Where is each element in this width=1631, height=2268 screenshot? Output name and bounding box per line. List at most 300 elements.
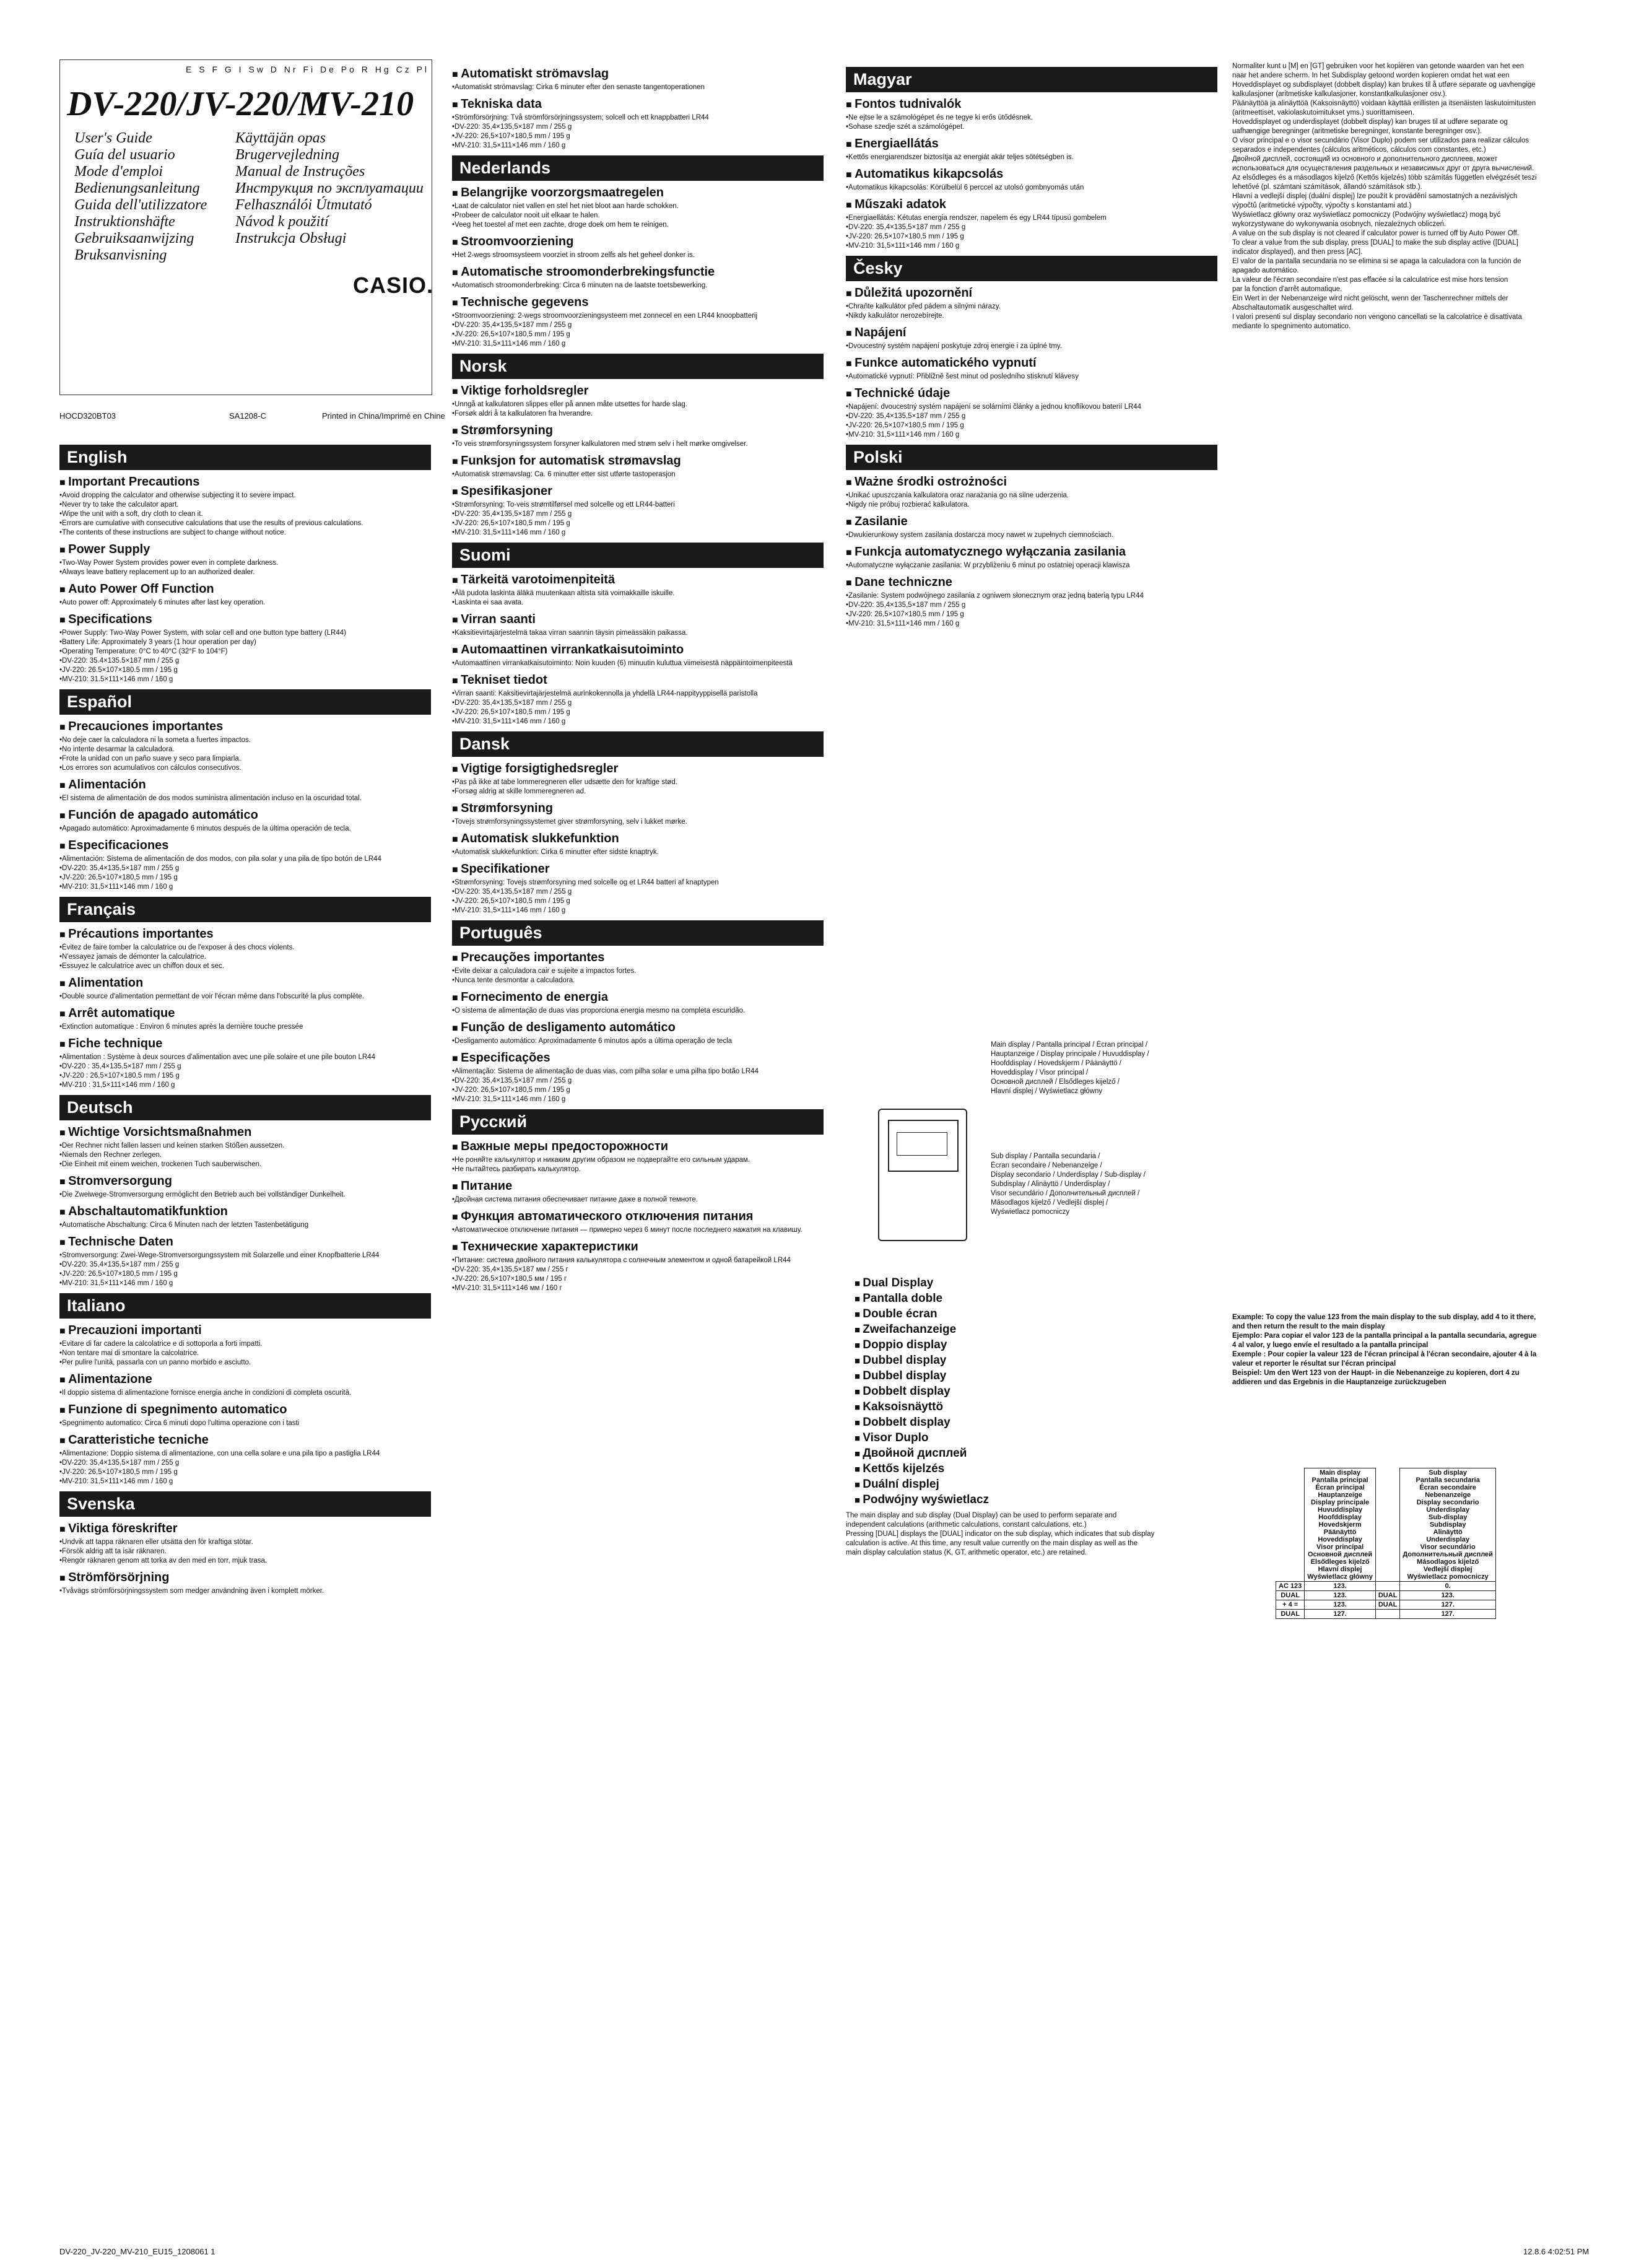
header-line: Sub display xyxy=(1429,1469,1468,1476)
body-line: • MV-210 : 31,5×111×146 mm / 160 g xyxy=(59,1081,431,1090)
body-line: • To veis strømforsyningssystem forsyner kalkulatoren med strøm selv i helt mørke omgivelser. xyxy=(452,440,824,449)
casio-logo: CASIO. xyxy=(353,273,434,298)
body-line: • Automaattinen virrankatkaisutoiminto: Noin kuuden (6) minuutin kuluttua viimeisestä näppäintoimenpiteestä xyxy=(452,659,824,668)
body-line: • JV-220: 26,5×107×180,5 mm / 195 g xyxy=(452,897,824,906)
body-line: • O sistema de alimentação de duas vias proporciona energia mesmo na completa escuridão. xyxy=(452,1006,824,1016)
body-line: • Двойная система питания обеспечивает питание даже в полной темноте. xyxy=(452,1195,824,1205)
body-line: • DV-220: 35.4×135.5×187 mm / 255 g xyxy=(59,656,431,666)
body-line: • Не роняйте калькулятор и никаким другим образом не подвергайте его сильным ударам. xyxy=(452,1156,824,1165)
body-line: • Не пытайтесь разбирать калькулятор. xyxy=(452,1165,824,1174)
example-line: valeur et reporter le résultat sur l'écran principal xyxy=(1232,1360,1396,1367)
sub-display-box xyxy=(897,1132,947,1156)
dual-display-item: ■ Dual Display xyxy=(855,1276,989,1291)
body-line: • Undvik att tappa räknaren eller utsätta den för kraftiga stötar. xyxy=(59,1538,431,1547)
header-line: Дополнительный дисплей xyxy=(1403,1551,1493,1558)
body-line: Hlavní a vedlejší displej (duální displej) lze použít k provádění samostatných a nezávislých xyxy=(1232,193,1518,200)
main-value-cell: 123. xyxy=(1305,1582,1376,1591)
language-heading: Italiano xyxy=(59,1293,431,1319)
body-line: • DV-220: 35,4×135,5×187 mm / 255 g xyxy=(452,123,824,132)
section-heading: ■ Tärkeitä varotoimenpiteitä xyxy=(452,573,824,587)
guide-title: Instrukcja Obsługi xyxy=(235,230,347,246)
section-heading: ■ Especificações xyxy=(452,1051,824,1065)
example-line: and then return the result to the main display xyxy=(1232,1323,1385,1330)
header-line: Huvuddisplay xyxy=(1318,1506,1363,1514)
guides-right xyxy=(235,130,424,247)
section-heading: ■ Важные меры предосторожности xyxy=(452,1140,824,1154)
column-1 xyxy=(59,440,431,1596)
key-cell: + 4 = xyxy=(1276,1600,1305,1610)
section-heading: ■ Specifications xyxy=(59,613,431,627)
dual-display-item: ■ Dubbel display xyxy=(855,1369,989,1384)
section-heading: ■ Auto Power Off Function xyxy=(59,582,431,596)
body-line: • Alimentação: Sistema de alimentação de duas vias, com pilha solar e uma pilha tipo botão LR44 xyxy=(452,1067,824,1076)
body-line: • Stromversorgung: Zwei-Wege-Stromversorgungssystem mit Solarzelle und einer Knopfbatterie LR44 xyxy=(59,1251,431,1260)
dual-display-item: ■ Dubbel display xyxy=(855,1353,989,1369)
label-line: Display secondario / Underdisplay / Sub-display / xyxy=(991,1171,1146,1179)
body-line: uafhængige beregninger (aritmetiske beregninger, konstante beregninger osv.). xyxy=(1232,128,1482,135)
column-2 xyxy=(452,62,824,1293)
body-line: O visor principal e o visor secundário (Visor Duplo) podem ser utilizados para realizar cálculos xyxy=(1232,137,1529,144)
body-line: • Nunca tente desmontar a calculadora. xyxy=(452,976,824,985)
body-line: El valor de la pantalla secundaria no se elimina si se apaga la calculadora con la función de xyxy=(1232,258,1521,265)
examples xyxy=(1232,1313,1604,1387)
body-line: Pressing [DUAL] displays the [DUAL] indicator on the sub display, which indicates that sub display xyxy=(846,1530,1155,1538)
body-line: • Unngå at kalkulatoren slippes eller på annen måte utsettes for harde slag. xyxy=(452,400,824,409)
section-heading: ■ Műszaki adatok xyxy=(846,198,1217,212)
body-line: • The contents of these instructions are subject to change without notice. xyxy=(59,528,431,538)
body-line: • Питание: система двойного питания калькулятора с солнечным элементом и одной батарейкой LR44 xyxy=(452,1256,824,1265)
body-line: • Автоматическое отключение питания — примерно через 6 минут после последнего нажатия на клавишу. xyxy=(452,1226,824,1235)
body-line: calculation is active. At this time, any result value currently on the main display as well as the xyxy=(846,1540,1138,1547)
body-line: • JV-220: 26,5×107×180,5 mm / 195 g xyxy=(59,1468,431,1477)
body-line: • Der Rechner nicht fallen lassen und keinen starken Stößen aussetzen. xyxy=(59,1141,431,1151)
blank-cell xyxy=(1276,1468,1305,1582)
header-line: Hoveddisplay xyxy=(1318,1536,1362,1543)
body-line: • Per pulire l'unità, passarla con un panno morbido e asciutto. xyxy=(59,1358,431,1367)
body-line: • Strømforsyning: To-veis strømtilførsel med solcelle og ett LR44-batteri xyxy=(452,500,824,510)
body-line: • Forsøk aldri å ta kalkulatoren fra hverandre. xyxy=(452,409,824,419)
section-heading: ■ Fornecimento de energia xyxy=(452,990,824,1005)
body-line: • Double source d'alimentation permettant de voir l'écran même dans l'obscurité la plus complète. xyxy=(59,992,431,1001)
example-line: Beispiel: Um den Wert 123 von der Haupt- in die Nebenanzeige zu kopieren, dort 4 zu xyxy=(1232,1369,1520,1377)
language-heading: Español xyxy=(59,689,431,715)
label-line: Основной дисплей / Elsődleges kijelző / xyxy=(991,1078,1120,1086)
body-line: • MV-210: 31,5×111×146 mm / 160 g xyxy=(59,1279,431,1288)
section-heading: ■ Viktige forholdsregler xyxy=(452,384,824,398)
section-heading: ■ Precauciones importantes xyxy=(59,720,431,734)
guide-title: Mode d'emploi xyxy=(74,164,163,180)
body-line: Двойной дисплей, состоящий из основного и дополнительного дисплеев, может xyxy=(1232,155,1498,163)
label-line: Hauptanzeige / Display principale / Huvuddisplay / xyxy=(991,1050,1149,1058)
body-line: • Napájení: dvoucestný systém napájení se solárními články a jednou knoflíkovou baterií LR44 xyxy=(846,403,1217,412)
section-heading: ■ Funksjon for automatisk strømavslag xyxy=(452,454,824,468)
body-line: Hoveddisplayet og subdisplayet (dobbelt display) kan brukes til å utføre separate og uavhengige xyxy=(1232,81,1536,89)
language-heading: Polski xyxy=(846,445,1217,470)
key-cell: DUAL xyxy=(1276,1610,1305,1619)
model-title: DV-220/JV-220/MV-210 xyxy=(67,85,414,123)
body-line: • Battery Life: Approximately 3 years (1 hour operation per day) xyxy=(59,638,431,647)
guide-title: Gebruiksaanwijzing xyxy=(74,230,194,246)
body-line: • Veeg het toestel af met een zachte, droge doek om hem te reinigen. xyxy=(452,220,824,230)
body-line: • JV-220: 26,5×107×180,5 mm / 195 g xyxy=(452,708,824,717)
column-3 xyxy=(846,62,1217,629)
section-heading: ■ Vigtige forsigtighedsregler xyxy=(452,762,824,776)
dual-display-item: ■ Doppio display xyxy=(855,1338,989,1353)
dual-display-item: ■ Zweifachanzeige xyxy=(855,1322,989,1338)
body-line: mediante lo spegnimento automatico. xyxy=(1232,323,1351,330)
body-line: • MV-210: 31,5×111×146 mm / 160 g xyxy=(452,1095,824,1104)
body-line: • DV-220: 35,4×135,5×187 mm / 255 g xyxy=(59,1260,431,1270)
body-line: • Automatiskt strömavslag: Cirka 6 minuter efter den senaste tangentoperationen xyxy=(452,83,824,92)
body-line: • DV-220: 35,4×135,5×187 mm / 255 g xyxy=(452,510,824,519)
section-heading: ■ Fiche technique xyxy=(59,1037,431,1051)
section-heading: ■ Dane techniczne xyxy=(846,575,1217,590)
body-line: • Always leave battery replacement up to an authorized dealer. xyxy=(59,568,431,577)
body-line: • Alimentation : Système à deux sources d'alimentation avec une pile solaire et une pile bouton LR44 xyxy=(59,1053,431,1062)
body-line: • Wipe the unit with a soft, dry cloth to clean it. xyxy=(59,510,431,519)
sub-key-cell xyxy=(1375,1582,1400,1591)
body-line: • JV-220: 26.5×107×180.5 mm / 195 g xyxy=(59,666,431,675)
body-line: • Evite deixar a calculadora cair e sujeite a impactos fortes. xyxy=(452,967,824,976)
section-heading: ■ Fontos tudnivalók xyxy=(846,97,1217,111)
calculator-diagram xyxy=(878,1109,967,1241)
section-heading: ■ Funkce automatického vypnutí xyxy=(846,356,1217,370)
main-value-cell: 127. xyxy=(1305,1610,1376,1619)
dual-display-item: ■ Dobbelt display xyxy=(855,1384,989,1400)
body-line: • Auto power off: Approximately 6 minutes after last key operation. xyxy=(59,598,431,608)
body-line: La valeur de l'écran secondaire n'est pas effacée si la calculatrice est mise hors tension xyxy=(1232,276,1508,284)
section-heading: ■ Precauções importantes xyxy=(452,951,824,965)
body-line: • Forsøg aldrig at skille lommeregneren ad. xyxy=(452,787,824,796)
body-line: • Extinction automatique : Environ 6 minutes après la dernière touche pressée xyxy=(59,1023,431,1032)
body-line: • Errors are cumulative with consecutive calculations that use the results of previous calculations. xyxy=(59,519,431,528)
body-line: • MV-210: 31,5×111×146 mm / 160 g xyxy=(452,141,824,150)
body-line: • Probeer de calculator nooit uit elkaar te halen. xyxy=(452,211,824,220)
body-line: • Chraňte kalkulátor před pádem a silnými nárazy. xyxy=(846,302,1217,312)
header-line: Écran secondaire xyxy=(1419,1484,1477,1491)
header-line: Wyświetlacz pomocniczy xyxy=(1407,1573,1489,1581)
language-heading: Česky xyxy=(846,256,1217,281)
dual-display-item: ■ Двойной дисплей xyxy=(855,1446,989,1462)
body-line: • Never try to take the calculator apart. xyxy=(59,500,431,510)
main-display-label xyxy=(991,1040,1149,1096)
section-heading: ■ Alimentation xyxy=(59,976,431,990)
table-row xyxy=(1276,1600,1496,1610)
body-line: • Stroomvoorziening: 2-wegs stroomvoorzieningsysteem met zonnecel en een LR44 knoopbatterij xyxy=(452,312,824,321)
section-heading: ■ Stroomvoorziening xyxy=(452,235,824,249)
main-value-cell: 123. xyxy=(1305,1591,1376,1600)
dual-display-item: ■ Double écran xyxy=(855,1307,989,1322)
language-heading: Deutsch xyxy=(59,1095,431,1120)
section-heading: ■ Précautions importantes xyxy=(59,927,431,941)
body-line: использоваться для осуществления раздельных и независимых друг от друга вычислений. xyxy=(1232,165,1534,172)
body-line: • Automatikus kikapcsolás: Körülbelül 6 perccel az utolsó gombnyomás után xyxy=(846,183,1217,193)
body-line: • Laskinta ei saa avata. xyxy=(452,598,824,608)
table-row xyxy=(1276,1582,1496,1591)
body-line: independent calculations (arithmetic calculations, constant calculations, etc.) xyxy=(846,1521,1087,1529)
section-heading: ■ Important Precautions xyxy=(59,475,431,489)
section-heading: ■ Technische gegevens xyxy=(452,295,824,310)
body-line: • Älä pudota laskinta äläkä muutenkaan altista sitä voimakkaille iskuille. xyxy=(452,589,824,598)
guide-title: Guía del usuario xyxy=(74,147,175,163)
section-heading: ■ Strømforsyning xyxy=(452,424,824,438)
section-heading: ■ Alimentación xyxy=(59,778,431,792)
language-heading: Dansk xyxy=(452,731,824,757)
section-heading: ■ Důležitá upozornění xyxy=(846,286,1217,300)
body-line: • Power Supply: Two-Way Power System, with solar cell and one button type battery (LR44) xyxy=(59,629,431,638)
header-line: Wyświetlacz główny xyxy=(1307,1573,1373,1581)
section-heading: ■ Funkcja automatycznego wyłączania zasilania xyxy=(846,545,1217,559)
key-cell: AC 123 xyxy=(1276,1582,1305,1591)
section-heading: ■ Viktiga föreskrifter xyxy=(59,1522,431,1536)
languages-line: E S F G I Sw D Nr Fi De Po R Hg Cz Pl xyxy=(186,64,430,74)
header-line: Hlavní displej xyxy=(1318,1566,1362,1573)
column-5 xyxy=(1232,62,1604,331)
key-table xyxy=(1276,1468,1496,1619)
language-heading: Português xyxy=(452,920,824,946)
language-heading: Suomi xyxy=(452,543,824,568)
body-line: • Kettős energiarendszer biztosítja az energiát akár teljes sötétségben is. xyxy=(846,153,1217,162)
main-display-header xyxy=(1305,1468,1376,1582)
header-line: Elsődleges kijelző xyxy=(1310,1558,1370,1566)
body-line: • Energiaellátás: Kétutas energia rendszer, napelem és egy LR44 típusú gombelem xyxy=(846,214,1217,223)
section-heading: ■ Stromversorgung xyxy=(59,1174,431,1189)
header-line: Main display xyxy=(1320,1469,1361,1476)
section-heading: ■ Tekniska data xyxy=(452,97,824,111)
guide-title: Guida dell'utilizzatore xyxy=(74,197,207,213)
section-heading: ■ Функция автоматического отключения питания xyxy=(452,1210,824,1224)
label-line: Sub display / Pantalla secundaria / xyxy=(991,1153,1100,1160)
body-line: • JV-220 : 26,5×107×180,5 mm / 195 g xyxy=(59,1071,431,1081)
section-heading: ■ Wichtige Vorsichtsmaßnahmen xyxy=(59,1125,431,1140)
body-line: • Die Zweiwege-Stromversorgung ermöglicht den Betrieb auch bei vollständiger Dunkelheit. xyxy=(59,1190,431,1200)
body-line: • Automatisk slukkefunktion: Cirka 6 minutter efter sidste knaptryk. xyxy=(452,848,824,857)
body-line: • JV-220: 26,5×107×180,5 mm / 195 g xyxy=(846,232,1217,242)
body-line: A value on the sub display is not cleared if calculator power is turned off by Auto Power Off. xyxy=(1232,230,1520,237)
language-heading: English xyxy=(59,445,431,470)
body-line: • Apagado automático: Aproximadamente 6 minutos después de la última operación de tecla. xyxy=(59,824,431,834)
sub-key-cell: DUAL xyxy=(1375,1591,1400,1600)
body-line: • MV-210: 31,5×111×146 mm / 160 g xyxy=(452,339,824,349)
body-line: indicator displayed), and then press [AC]. xyxy=(1232,248,1363,256)
body-line: • MV-210: 31,5×111×146 mm / 160 g xyxy=(452,906,824,915)
dual-display-item: ■ Visor Duplo xyxy=(855,1431,989,1446)
code-left: HOCD320BT03 xyxy=(59,411,116,421)
body-line: • Automatisk strømavslag: Ca. 6 minutter etter sist utførte tastoperasjon xyxy=(452,470,824,479)
header-line: Vedlejší displej xyxy=(1423,1566,1472,1573)
guide-title: Brugervejledning xyxy=(235,147,339,163)
body-line: • Il doppio sistema di alimentazione fornisce energia anche in condizioni di completa oscurità. xyxy=(59,1389,431,1398)
body-line: • Automatyczne wyłączanie zasilania: W przybliżeniu 6 minut po ostatniej operacji klawisza xyxy=(846,561,1217,570)
language-heading: Nederlands xyxy=(452,155,824,181)
dual-display-list xyxy=(855,1276,989,1508)
sub-display-label xyxy=(991,1152,1146,1217)
section-heading: ■ Função de desligamento automático xyxy=(452,1021,824,1035)
body-line: • DV-220: 35,4×135,5×187 mm / 255 g xyxy=(59,864,431,873)
body-line: • MV-210: 31,5×111×146 mm / 160 g xyxy=(846,619,1217,629)
label-line: Másodlagos kijelző / Vedlejší displej / xyxy=(991,1199,1108,1206)
guide-title: User's Guide xyxy=(74,130,152,146)
header-line: Display secondario xyxy=(1416,1499,1479,1506)
body-line: • DV-220 : 35,4×135,5×187 mm / 255 g xyxy=(59,1062,431,1071)
section-heading: ■ Питание xyxy=(452,1179,824,1193)
label-line: Main display / Pantalla principal / Écran principal / xyxy=(991,1041,1148,1049)
header-line: Écran principal xyxy=(1315,1484,1365,1491)
section-heading: ■ Automatikus kikapcsolás xyxy=(846,167,1217,181)
section-heading: ■ Caratteristiche tecniche xyxy=(59,1433,431,1447)
body-line: • DV-220: 35,4×135,5×187 мм / 255 г xyxy=(452,1265,824,1275)
sub-display-header xyxy=(1400,1468,1496,1582)
sub-value-cell: 0. xyxy=(1400,1582,1496,1591)
body-line: • JV-220: 26,5×107×180,5 mm / 195 g xyxy=(452,1086,824,1095)
label-line: Hoofddisplay / Hovedskjerm / Päänäyttö / xyxy=(991,1060,1121,1067)
language-heading: Magyar xyxy=(846,67,1217,92)
guide-title: Käyttäjän opas xyxy=(235,130,326,146)
code-mid: SA1208-C xyxy=(229,411,266,421)
body-line: • MV-210: 31,5×111×146 mm / 160 g xyxy=(59,1477,431,1486)
section-heading: ■ Alimentazione xyxy=(59,1372,431,1387)
body-line: • Essuyez le calculatrice avec un chiffon doux et sec. xyxy=(59,962,431,971)
body-line: • JV-220: 26,5×107×180,5 mm / 195 g xyxy=(452,330,824,339)
section-heading: ■ Tekniset tiedot xyxy=(452,673,824,687)
body-line: • DV-220: 35,4×135,5×187 mm / 255 g xyxy=(59,1459,431,1468)
body-line: Wyświetlacz główny oraz wyświetlacz pomocniczy (Podwójny wyświetlacz) mogą być xyxy=(1232,211,1501,219)
guide-title: Инструкция по эксплуатации xyxy=(235,180,424,196)
body-line: • Zasilanie: System podwójnego zasilania z ogniwem słonecznym oraz jedną baterią typu LR44 xyxy=(846,591,1217,601)
body-line: • Operating Temperature: 0°C to 40°C (32°F to 104°F) xyxy=(59,647,431,656)
body-line: • DV-220: 35,4×135,5×187 mm / 255 g xyxy=(452,1076,824,1086)
section-heading: ■ Napájení xyxy=(846,326,1217,340)
header-line: Visor secundário xyxy=(1420,1543,1476,1551)
body-line: • No deje caer la calculadora ni la someta a fuertes impactos. xyxy=(59,736,431,745)
example-line: Ejemplo: Para copiar el valor 123 de la pantalla principal a la pantalla secundaria, agregue xyxy=(1232,1332,1537,1340)
header-line: Underdisplay xyxy=(1426,1506,1470,1514)
body-line: • DV-220: 35,4×135,5×187 mm / 255 g xyxy=(452,888,824,897)
guide-title: Instruktionshäfte xyxy=(74,214,175,230)
body-line: naar het andere scherm. In het Subdisplay getoond worden kopieren omdat het wat een xyxy=(1232,72,1510,79)
body-line: • Non tentare mai di smontare la calcolatrice. xyxy=(59,1349,431,1358)
example-line: addieren und das Ergebnis in die Hauptanzeige zurückzugeben xyxy=(1232,1379,1446,1386)
body-line: • MV-210: 31.5×111×146 mm / 160 g xyxy=(59,675,431,684)
body-line: • DV-220: 35,4×135,5×187 mm / 255 g xyxy=(452,321,824,330)
header-line: Pantalla secundaria xyxy=(1416,1476,1480,1484)
guide-title: Bedienungsanleitung xyxy=(74,180,200,196)
language-heading: Русский xyxy=(452,1109,824,1135)
section-heading: ■ Belangrijke voorzorgsmaatregelen xyxy=(452,186,824,200)
body-line: separados e independentes (cálculos aritméticos, cálculos com constantes, etc.) xyxy=(1232,146,1486,154)
guide-title: Felhasználói Útmutató xyxy=(235,197,372,213)
body-line: (aritmeettiset, vakiolaskutoimitukset yms.) suorittamiseen. xyxy=(1232,109,1414,116)
language-heading: Français xyxy=(59,897,431,922)
body-line: • Automatisch stroomonderbreking: Circa 6 minuten na de laatste toetsbewerking. xyxy=(452,281,824,290)
footer-right: 12.8.6 4:02:51 PM xyxy=(1523,2247,1590,2256)
body-line: • Försök aldrig att ta isär räknaren. xyxy=(59,1547,431,1556)
body-line: To clear a value from the sub display, press [DUAL] to make the sub display active ([DUAL] xyxy=(1232,239,1518,246)
footer-left: DV-220_JV-220_MV-210_EU15_1208061 1 xyxy=(59,2247,215,2256)
body-line: • Tovejs strømforsyningssystemet giver strømforsyning, selv i lukket mørke. xyxy=(452,818,824,827)
section-heading: ■ Automaattinen virrankatkaisutoiminto xyxy=(452,643,824,657)
section-heading: ■ Automatisk slukkefunktion xyxy=(452,832,824,846)
example-line: Exemple : Pour copier la valeur 123 de l'écran principal à l'écran secondaire, ajouter 4 à la xyxy=(1232,1351,1537,1358)
label-line: Wyświetlacz pomocniczy xyxy=(991,1208,1070,1216)
body-line: The main display and sub display (Dual Display) can be used to perform separate and xyxy=(846,1512,1117,1519)
body-line: • Two-Way Power System provides power even in complete darkness. xyxy=(59,559,431,568)
body-line: • Kaksitievirtajärjestelmä takaa virran saannin täysin pimeässäkin paikassa. xyxy=(452,629,824,638)
section-heading: ■ Especificaciones xyxy=(59,839,431,853)
main-value-cell: 123. xyxy=(1305,1600,1376,1610)
body-line: • Nigdy nie próbuj rozbierać kalkulatora. xyxy=(846,500,1217,510)
body-line: • No intente desarmar la calculadora. xyxy=(59,745,431,754)
body-line: • Laat de calculator niet vallen en stel het niet bloot aan harde schokken. xyxy=(452,202,824,211)
guide-title: Návod k použití xyxy=(235,214,329,230)
body-line: • Avoid dropping the calculator and otherwise subjecting it to severe impact. xyxy=(59,491,431,500)
header-line: Päänäyttö xyxy=(1323,1529,1357,1536)
sub-key-cell xyxy=(1375,1610,1400,1619)
label-line: Écran secondaire / Nebenanzeige / xyxy=(991,1162,1102,1169)
body-line: • Rengör räknaren genom att torka av den med en torr, mjuk trasa. xyxy=(59,1556,431,1566)
section-heading: ■ Precauzioni importanti xyxy=(59,1324,431,1338)
section-heading: ■ Ważne środki ostrożności xyxy=(846,475,1217,489)
table-row xyxy=(1276,1591,1496,1600)
example-line: 4 al valor, y luego envíe el resultado a la pantalla principal xyxy=(1232,1341,1429,1349)
header-line: Sub-display xyxy=(1429,1514,1468,1521)
body-line: • Nikdy kalkulátor nerozebírejte. xyxy=(846,312,1217,321)
body-line: lehetővé (pl. számtani számítások, állandó számítások stb.). xyxy=(1232,183,1422,191)
body-line: • MV-210: 31,5×111×146 мм / 160 г xyxy=(452,1284,824,1293)
sub-value-cell: 127. xyxy=(1400,1600,1496,1610)
header-line: Основной дисплей xyxy=(1307,1551,1373,1558)
body-line: • MV-210: 31,5×111×146 mm / 160 g xyxy=(59,883,431,892)
body-line: • DV-220: 35,4×135,5×187 mm / 255 g xyxy=(846,601,1217,610)
section-heading: ■ Abschaltautomatikfunktion xyxy=(59,1205,431,1219)
section-heading: ■ Virran saanti xyxy=(452,613,824,627)
body-line: Päänäyttöä ja alinäyttöä (Kaksoisnäyttö) voidaan käyttää erillisten ja itsenäisten laskutoimitusten xyxy=(1232,100,1536,107)
body-line: • DV-220: 35,4×135,5×187 mm / 255 g xyxy=(452,699,824,708)
body-line: • Desligamento automático: Aproximadamente 6 minutos após a última operação de tecla xyxy=(452,1037,824,1046)
body-line: • JV-220: 26,5×107×180,5 mm / 195 g xyxy=(59,1270,431,1279)
label-line: Subdisplay / Alinäyttö / Underdisplay / xyxy=(991,1180,1110,1188)
header-line: Másodlagos kijelző xyxy=(1417,1558,1479,1566)
body-line: • Automatische Abschaltung: Circa 6 Minuten nach der letzten Tastenbetätigung xyxy=(59,1221,431,1230)
example-table xyxy=(1276,1468,1496,1619)
body-line: • MV-210: 31,5×111×146 mm / 160 g xyxy=(846,430,1217,440)
dual-display-item: ■ Kettős kijelzés xyxy=(855,1462,989,1477)
body-line: • Évitez de faire tomber la calculatrice ou de l'exposer à des chocs violents. xyxy=(59,943,431,953)
section-heading: ■ Strømforsyning xyxy=(452,801,824,816)
body-line: Normaliter kunt u [M] en [GT] gebruiken voor het kopiëren van getonde waarden van het een xyxy=(1232,63,1524,70)
body-line: Az elsődleges és a másodlagos kijelző (Kettős kijelzés) több számítás független elvégzését teszi xyxy=(1232,174,1537,181)
body-line: • Strömförsörjning: Två strömförsörjningssystem; solcell och ett knappbatteri LR44 xyxy=(452,113,824,123)
body-line: kalkulasjoner (aritmetiske kalkulasjoner, konstantkalkulasjoner osv.). xyxy=(1232,90,1447,98)
body-line: • El sistema de alimentación de dos modos suministra alimentación incluso en la oscuridad total. xyxy=(59,794,431,803)
header-line: Hoofddisplay xyxy=(1318,1514,1362,1521)
dual-display-text xyxy=(846,1511,1217,1558)
body-line: par la fonction d'arrêt automatique. xyxy=(1232,286,1342,293)
key-cell: DUAL xyxy=(1276,1591,1305,1600)
label-line: Visor secundário / Дополнительный дисплей / xyxy=(991,1190,1140,1197)
header-line: Nebenanzeige xyxy=(1425,1491,1471,1499)
section-heading: ■ Función de apagado automático xyxy=(59,808,431,822)
body-line: • Strømforsyning: Tovejs strømforsyning med solcelle og et LR44 batteri af knaptypen xyxy=(452,878,824,888)
body-line: • Niemals den Rechner zerlegen. xyxy=(59,1151,431,1160)
section-heading: ■ Funzione di spegnimento automatico xyxy=(59,1403,431,1417)
sub-value-cell: 127. xyxy=(1400,1610,1496,1619)
body-line: • Het 2-wegs stroomsysteem voorziet in stroom zelfs als het geheel donker is. xyxy=(452,251,824,260)
body-line: • Alimentazione: Doppio sistema di alimentazione, con una cella solare e una pila tipo a pastiglia LR44 xyxy=(59,1449,431,1459)
section-heading: ■ Strömförsörjning xyxy=(59,1571,431,1585)
body-line: • JV-220: 26,5×107×180,5 mm / 195 g xyxy=(452,519,824,528)
header-line: Visor principal xyxy=(1316,1543,1364,1551)
